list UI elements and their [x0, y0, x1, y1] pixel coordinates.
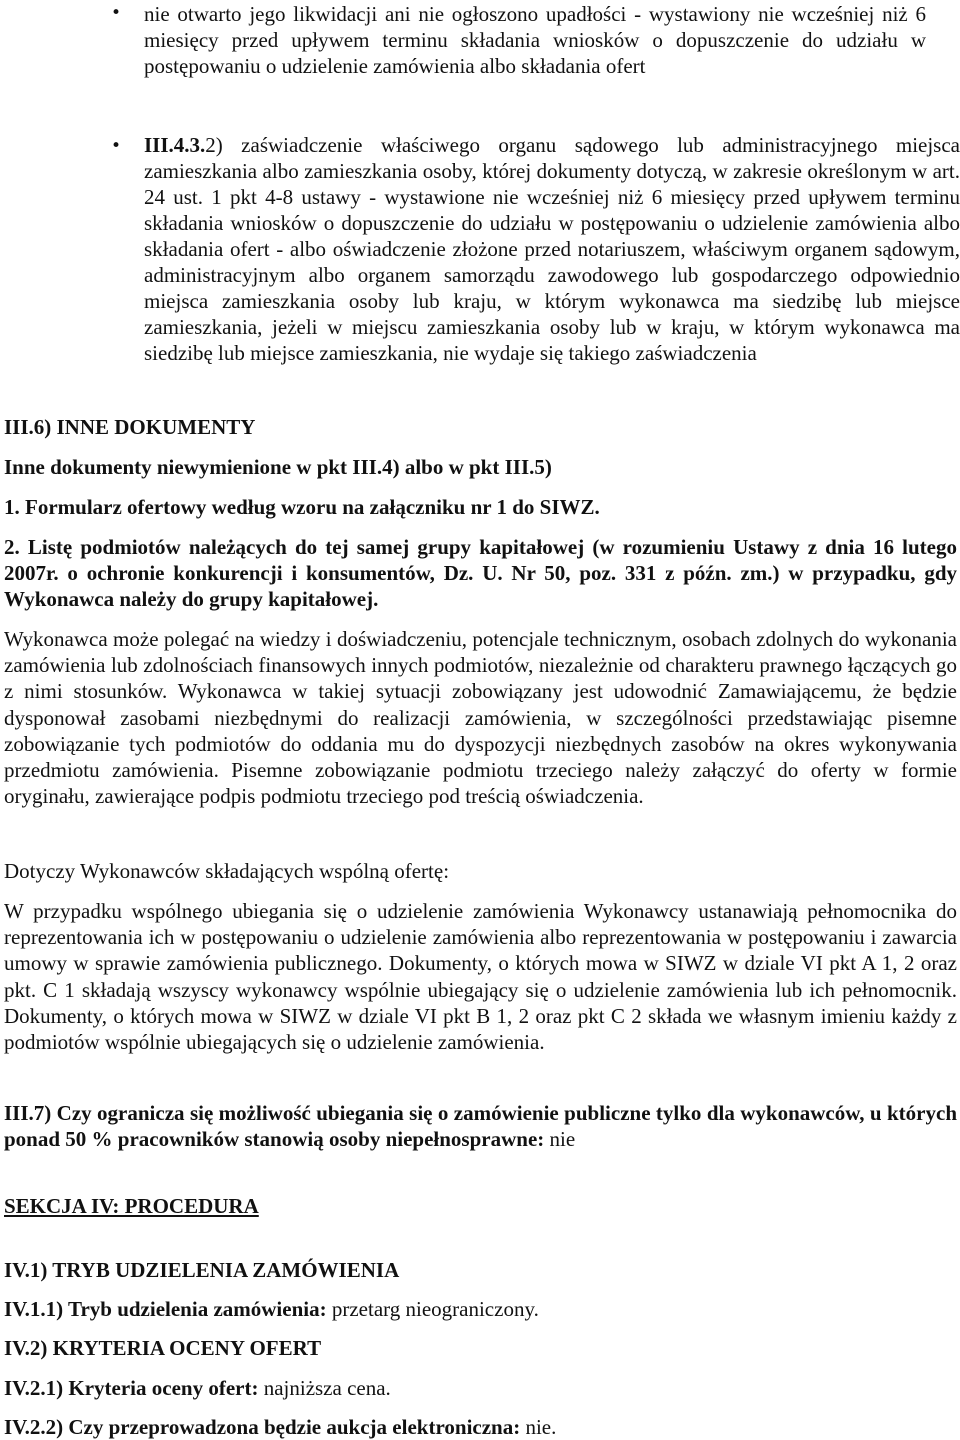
line-iv-1-1: [4, 1296, 957, 1322]
question-text: III.7) Czy ogranicza się możliwość ubiegania się o zamówienie publiczne tylko dla wykonawców, u których ponad 50 % pracowników stanowią osoby niepełnosprawne:: [4, 1101, 957, 1152]
line-iv-2-1: [4, 1375, 957, 1401]
paragraph-joint-offer: W przypadku wspólnego ubiegania się o udzielenie zamówienia Wykonawcy ustanawiają pełnomocnika do reprezentowania ich w postępowaniu o udzielenie zamówienia albo reprezentowania w postępowaniu i zawarcia umowy w sprawie zamówienia publicznego. Dokumenty, o których mowa w SIWZ w dziale VI pkt A 1, 2 oraz pkt. C 1 składają wszyscy wykonawcy wspólnie ubiegający się o udzielenie zamówienia lub ich pełnomocnik. Dokumenty, o których mowa w SIWZ w dziale VI pkt B 1, 2 oraz pkt C 2 składa we własnym imieniu każdy z podmiotów wspólnie ubiegających się o udzielenie zamówienia.: [4, 899, 957, 1055]
label-iv-1-1: IV.1.1) Tryb udzielenia zamówienia:: [4, 1297, 327, 1321]
section-heading-iv-1: IV.1) TRYB UDZIELENIA ZAMÓWIENIA: [4, 1258, 400, 1282]
value-iv-2-2: nie.: [520, 1415, 557, 1439]
bullet-head: III.4.3.: [144, 133, 206, 157]
section-heading-iii-6: III.6) INNE DOKUMENTY: [4, 415, 256, 439]
bullet-text: [144, 132, 960, 366]
bullet-body: 2) zaświadczenie właściwego organu sądowego lub administracyjnego miejsca zamieszkania albo zamieszkania osoby, której dokumenty dotyczą, w zakresie określonym w art. 24 ust. 1 pkt 4-8 ustawy - wystawione nie wcześniej niż 6 miesięcy przed upływem terminu składania wniosków o dopuszczenie do udziału w postępowaniu o udzielenie zamówienia albo składania ofert - albo oświadczenie złożone przed notariuszem, właściwym organem sądowym, administracyjnym albo organem samorządu zawodowego lub gospodarczego odpowiednio miejsca zamieszkania osoby lub kraju, w którym wykonawca ma siedzibę lub miejsce zamieszkania, jeżeli w miejscu zamieszkania osoby lub w kraju, w którym wykonawca ma siedzibę lub miejsce zamieszkania, nie wydaje się takiego zaświadczenia: [144, 133, 960, 365]
list-item-1: 1. Formularz ofertowy według wzoru na załączniku nr 1 do SIWZ.: [4, 495, 600, 519]
bullet-icon: •: [111, 136, 122, 156]
paragraph-iii-7: [4, 1100, 957, 1152]
answer-text: nie: [544, 1127, 576, 1152]
value-iv-1-1: przetarg nieograniczony.: [326, 1297, 539, 1321]
bullet-text: nie otwarto jego likwidacji ani nie ogłoszono upadłości - wystawiony nie wcześniej niż 6 miesięcy przed upływem terminu składania wniosków o dopuszczenie do udziału w postępowaniu o udzielenie zamówienia albo składania ofert: [144, 2, 926, 78]
paragraph-joint-offer-label: Dotyczy Wykonawców składających wspólną ofertę:: [4, 859, 450, 883]
bullet-icon: •: [111, 3, 122, 23]
line-iv-2-2: [4, 1414, 957, 1440]
value-iv-2-1: najniższa cena.: [258, 1376, 391, 1400]
paragraph-reliance: Wykonawca może polegać na wiedzy i doświadczeniu, potencjale technicznym, osobach zdolnych do wykonania zamówienia lub zdolnościach finansowych innych podmiotów, niezależnie od charakteru prawnego łączących go z nimi stosunków. Wykonawca w takiej sytuacji zobowiązany jest udowodnić Zamawiającemu, że będzie dysponował zasobami niezbędnymi do realizacji zamówienia, w szczególności przedstawiając pisemne zobowiązanie tych podmiotów do oddania mu do dyspozycji niezbędnych zasobów na okres wykonywania przedmiotu zamówienia. Pisemne zobowiązanie podmiotu trzeciego należy załączyć do oferty w formie oryginału, zawierające podpis podmiotu trzeciego pod treścią oświadczenia.: [4, 627, 957, 809]
section-title-iv: SEKCJA IV: PROCEDURA: [4, 1194, 259, 1218]
list-item-2: 2. Listę podmiotów należących do tej samej grupy kapitałowej (w rozumieniu Ustawy z dnia 16 lutego 2007r. o ochronie konkurencji i konsumentów, Dz. U. Nr 50, poz. 331 z późn. zm.) w przypadku, gdy Wykonawca należy do grupy kapitałowej.: [4, 535, 957, 612]
bullet-item-iii-4-3: [111, 126, 960, 401]
label-iv-2-2: IV.2.2) Czy przeprowadzona będzie aukcja elektroniczna:: [4, 1415, 521, 1439]
label-iv-2-1: IV.2.1) Kryteria oceny ofert:: [4, 1376, 259, 1400]
bullet-item-no-liquidation: [111, 0, 931, 110]
section-subheading-iii-6: Inne dokumenty niewymienione w pkt III.4) albo w pkt III.5): [4, 455, 552, 479]
section-heading-iv-2: IV.2) KRYTERIA OCENY OFERT: [4, 1336, 322, 1360]
